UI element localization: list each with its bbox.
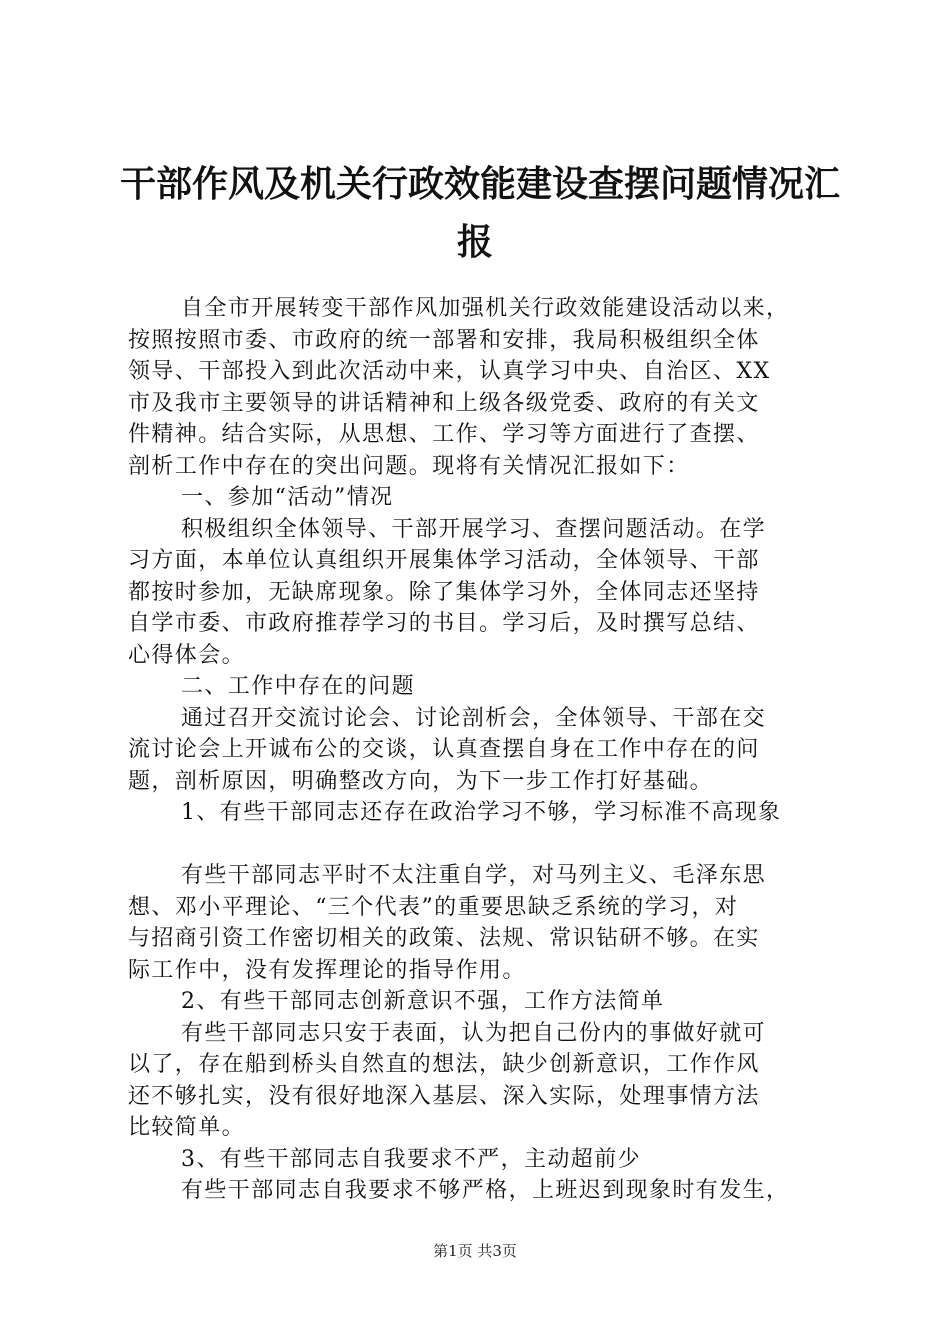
body-line: 通过召开交流讨论会、讨论剖析会，全体领导、干部在交 <box>181 705 767 731</box>
body-line: 有些干部同志只安于表面，认为把自己份内的事做好就可 <box>181 1020 767 1046</box>
body-line: 还不够扎实，没有很好地深入基层、深入实际，处理事情方法 <box>128 1083 760 1109</box>
body-line: 想、邓小平理论、“三个代表”的重要思缺乏系统的学习，对 <box>128 894 739 920</box>
body-line: 有些干部同志平时不太注重自学，对马列主义、毛泽东思 <box>181 863 767 888</box>
subsection-heading: 2、有些干部同志创新意识不强，工作方法简单 <box>181 989 665 1014</box>
subsection-heading: 1、有些干部同志还存在政治学习不够，学习标准不高现象 <box>181 800 782 825</box>
body-line: 流讨论会上开诚布公的交谈，认真查摆自身在工作中存在的问 <box>128 737 760 762</box>
body-line: 自全市开展转变干部作风加强机关行政效能建设活动以来， <box>181 296 790 321</box>
body-line: 比较简单。 <box>128 1115 246 1140</box>
body-line: 际工作中，没有发挥理论的指导作用。 <box>128 957 526 983</box>
body-line: 领导、干部投入到此次活动中来，认真学习中央、自治区、XX <box>128 359 771 384</box>
document-title-line-2: 报 <box>456 221 493 263</box>
page-footer: 第1页 共3页 <box>433 1242 517 1260</box>
body-line: 都按时参加，无缺席现象。除了集体学习外，全体同志还坚持 <box>128 579 760 605</box>
body-line: 以了，存在船到桥头自然直的想法，缺少创新意识，工作作风 <box>128 1052 760 1077</box>
section-heading: 一、参加“活动”情况 <box>181 485 394 510</box>
subsection-heading: 3、有些干部同志自我要求不严，主动超前少 <box>181 1146 641 1172</box>
body-line: 有些干部同志自我要求不够严格，上班迟到现象时有发生， <box>181 1178 790 1203</box>
body-line: 习方面，本单位认真组织开展集体学习活动，全体领导、干部 <box>128 548 760 573</box>
body-line: 心得体会。 <box>128 642 246 668</box>
body-line: 自学市委、市政府推荐学习的书目。学习后，及时撰写总结、 <box>128 611 760 636</box>
body-line: 与招商引资工作密切相关的政策、法规、常识钻研不够。在实 <box>128 926 760 951</box>
document-title-line-1: 干部作风及机关行政效能建设查摆问题情况汇 <box>120 163 841 205</box>
section-heading: 二、工作中存在的问题 <box>181 674 416 699</box>
body-line: 剖析工作中存在的突出问题。现将有关情况汇报如下： <box>128 453 690 479</box>
body-line: 市及我市主要领导的讲话精神和上级各级党委、政府的有关文 <box>128 390 760 416</box>
document-body <box>128 293 844 1207</box>
body-line: 题，剖析原因，明确整改方向，为下一步工作打好基础。 <box>128 768 714 794</box>
body-line: 按照按照市委、市政府的统一部署和安排，我局积极组织全体 <box>128 327 760 353</box>
body-line: 件精神。结合实际，从思想、工作、学习等方面进行了查摆、 <box>128 422 760 447</box>
body-line: 积极组织全体领导、干部开展学习、查摆问题活动。在学 <box>181 516 767 542</box>
blank-line <box>128 829 844 861</box>
